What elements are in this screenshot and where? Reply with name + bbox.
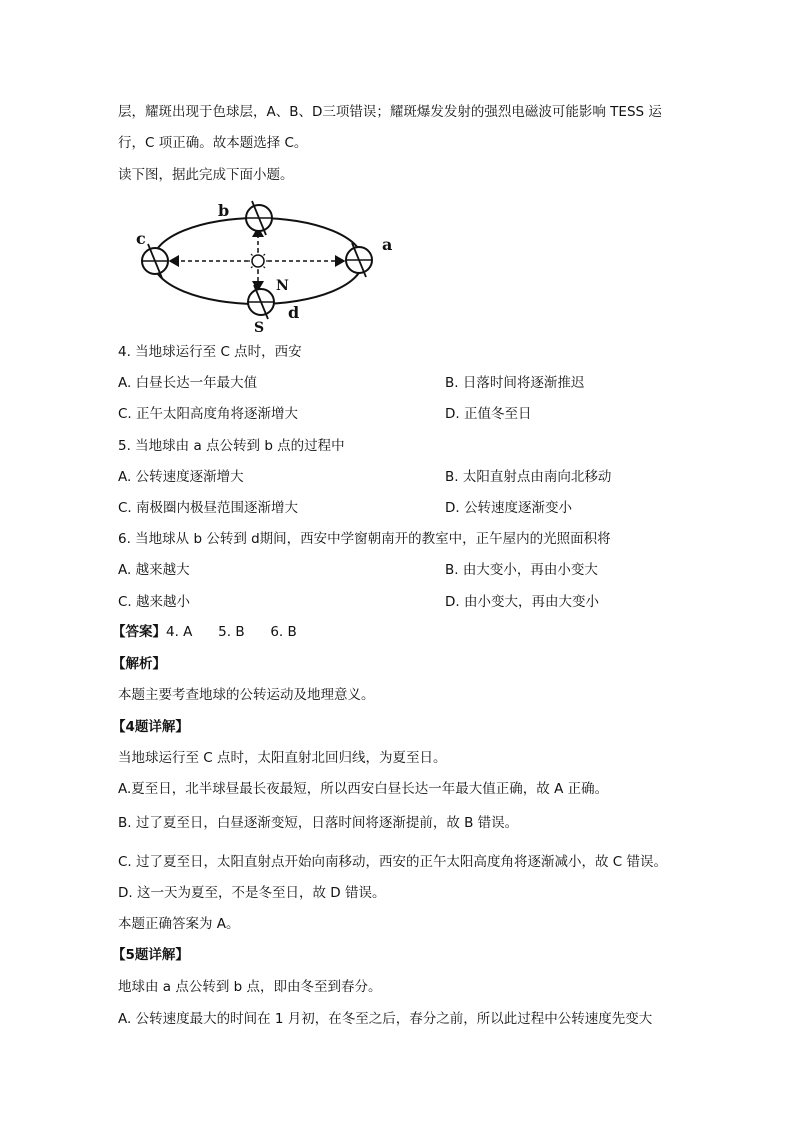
intro-line-2: 行，C 项正确。故本题选择 C。 bbox=[118, 135, 308, 151]
option-key: A. bbox=[118, 469, 132, 485]
option-key: D. bbox=[445, 406, 460, 422]
q4-stem: 4. 当地球运行至 C 点时，西安 bbox=[118, 344, 302, 360]
option-key: D. bbox=[445, 594, 460, 610]
q4-detail-line: 当地球运行至 C 点时，太阳直射北回归线，为夏至日。 bbox=[118, 750, 447, 766]
answer-text: 4. A 5. B 6. B bbox=[166, 624, 297, 640]
label-n: N bbox=[276, 278, 289, 294]
q6-option-d bbox=[445, 593, 599, 611]
option-key: B. bbox=[445, 469, 459, 485]
option-key: C. bbox=[118, 406, 132, 422]
option-key: A. bbox=[118, 562, 132, 578]
analysis-text: 本题主要考查地球的公转运动及地理意义。 bbox=[118, 687, 375, 703]
q5-option-c bbox=[118, 499, 298, 517]
label-a: a bbox=[382, 235, 393, 254]
analysis-label: 【解析】 bbox=[112, 656, 166, 672]
sun-icon bbox=[248, 251, 268, 271]
q4-detail-label: 【4题详解】 bbox=[112, 719, 189, 735]
option-key: C. bbox=[118, 594, 132, 610]
orbit-svg bbox=[128, 196, 408, 336]
option-text: 越来越小 bbox=[136, 594, 191, 610]
option-text: 正午太阳高度角将逐渐增大 bbox=[136, 406, 299, 422]
earth-d-icon bbox=[248, 285, 274, 319]
answer-label: 【答案】 bbox=[112, 624, 166, 640]
earth-c-icon bbox=[142, 244, 168, 278]
q6-option-b bbox=[445, 561, 598, 579]
option-text: 由大变小，再由小变大 bbox=[462, 562, 598, 578]
q4-detail-line: D. 这一天为夏至，不是冬至日，故 D 错误。 bbox=[118, 885, 386, 901]
label-s: S bbox=[254, 320, 265, 336]
q4-option-c bbox=[118, 405, 298, 423]
option-text: 越来越大 bbox=[135, 562, 190, 578]
option-key: C. bbox=[118, 500, 132, 516]
q4-option-a bbox=[118, 374, 257, 392]
q5-option-d bbox=[445, 499, 572, 517]
option-text: 公转速度逐渐增大 bbox=[135, 469, 244, 485]
earth-b-icon bbox=[246, 201, 272, 235]
label-c: c bbox=[136, 229, 146, 248]
option-text: 白昼长达一年最大值 bbox=[135, 375, 258, 391]
label-b: b bbox=[218, 201, 230, 220]
q4-detail-line: C. 过了夏至日，太阳直射点开始向南移动，西安的正午太阳高度角将逐渐减小，故 C 错误。 bbox=[118, 854, 668, 870]
option-key: D. bbox=[445, 500, 460, 516]
option-key: A. bbox=[118, 375, 132, 391]
q4-detail-line: 本题正确答案为 A。 bbox=[118, 916, 240, 932]
q6-stem: 6. 当地球从 b 公转到 d期间，西安中学窗朝南开的教室中，正午屋内的光照面积将 bbox=[118, 531, 611, 547]
q4-detail-line: B. 过了夏至日，白昼逐渐变短，日落时间将逐渐提前，故 B 错误。 bbox=[118, 815, 519, 831]
q6-option-a bbox=[118, 561, 190, 579]
q5-detail-line: A. 公转速度最大的时间在 1 月初，在冬至之后，春分之前，所以此过程中公转速度先变大 bbox=[118, 1011, 653, 1027]
q5-detail-label: 【5题详解】 bbox=[112, 947, 189, 963]
answer-line bbox=[112, 623, 297, 641]
orbit-diagram bbox=[128, 196, 408, 336]
label-d: d bbox=[288, 303, 300, 322]
intro-line-3: 读下图，据此完成下面小题。 bbox=[118, 167, 294, 183]
q4-option-d bbox=[445, 405, 531, 423]
q6-option-c bbox=[118, 593, 190, 611]
option-text: 公转速度逐渐变小 bbox=[463, 500, 572, 516]
q5-stem: 5. 当地球由 a 点公转到 b 点的过程中 bbox=[118, 438, 345, 454]
intro-line-1: 层，耀斑出现于色球层，A、B、D三项错误；耀斑爆发发射的强烈电磁波可能影响 TESS 运 bbox=[118, 104, 662, 120]
q5-option-b bbox=[445, 468, 611, 486]
q4-detail-line: A.夏至日，北半球昼最长夜最短，所以西安白昼长达一年最大值正确，故 A 正确。 bbox=[118, 781, 609, 797]
earth-a-icon bbox=[346, 243, 372, 277]
option-text: 日落时间将逐渐推迟 bbox=[462, 375, 585, 391]
option-key: B. bbox=[445, 562, 459, 578]
q4-option-b bbox=[445, 374, 584, 392]
option-key: B. bbox=[445, 375, 459, 391]
option-text: 由小变大，再由大变小 bbox=[463, 594, 599, 610]
option-text: 太阳直射点由南向北移动 bbox=[462, 469, 612, 485]
q5-option-a bbox=[118, 468, 244, 486]
option-text: 正值冬至日 bbox=[463, 406, 532, 422]
option-text: 南极圈内极昼范围逐渐增大 bbox=[136, 500, 299, 516]
q5-detail-line: 地球由 a 点公转到 b 点，即由冬至到春分。 bbox=[118, 979, 382, 995]
